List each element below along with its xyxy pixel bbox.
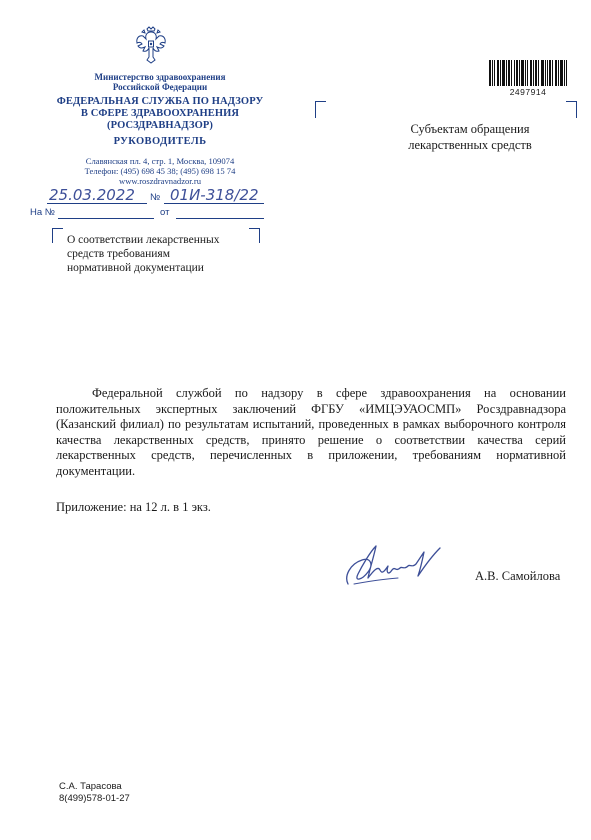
from-label: от bbox=[160, 207, 170, 218]
date-underline bbox=[47, 203, 147, 204]
number-sign: № bbox=[150, 192, 161, 203]
coat-of-arms-icon bbox=[134, 26, 168, 66]
topic-corner-left bbox=[52, 228, 63, 243]
registration-date: 25.03.2022 bbox=[49, 186, 135, 204]
service-name bbox=[40, 96, 280, 132]
recipient bbox=[370, 121, 570, 153]
recipient-corner-right bbox=[566, 101, 577, 118]
executor-phone: 8(499)578-01-27 bbox=[59, 793, 130, 804]
signatory-name: А.В. Самойлова bbox=[475, 569, 561, 583]
head-title: РУКОВОДИТЕЛЬ bbox=[113, 136, 207, 147]
recipient-corner-left bbox=[315, 101, 326, 118]
barcode bbox=[489, 60, 567, 86]
topic-line-3: нормативной документации bbox=[67, 262, 204, 274]
from-line bbox=[176, 218, 264, 219]
website: www.roszdravnadzor.ru bbox=[118, 176, 201, 186]
service-line-3: (РОСЗДРАВНАДЗОР) bbox=[107, 120, 213, 131]
ref-line bbox=[58, 218, 154, 219]
ref-label: На № bbox=[30, 207, 55, 218]
contacts bbox=[50, 156, 270, 186]
barcode-number: 2497914 bbox=[509, 87, 547, 97]
number-underline bbox=[164, 203, 264, 204]
phone: Телефон: (495) 698 45 38; (495) 698 15 74 bbox=[84, 166, 236, 176]
ministry-name bbox=[60, 72, 260, 92]
executor-info bbox=[59, 781, 130, 805]
ministry-line-1: Министерство здравоохранения bbox=[94, 72, 226, 82]
registration-number: 01И-318/22 bbox=[170, 186, 259, 204]
service-line-2: В СФЕРЕ ЗДРАВООХРАНЕНИЯ bbox=[80, 108, 240, 119]
letter-body bbox=[56, 386, 566, 480]
recipient-line-2: лекарственных средств bbox=[408, 138, 532, 152]
executor-name: С.А. Тарасова bbox=[59, 781, 122, 792]
recipient-line-1: Субъектам обращения bbox=[410, 122, 530, 136]
topic bbox=[67, 233, 267, 275]
ministry-line-2: Российской Федерации bbox=[112, 82, 208, 92]
handwritten-signature bbox=[340, 534, 450, 594]
address: Славянская пл. 4, стр. 1, Москва, 109074 bbox=[85, 156, 235, 166]
service-line-1: ФЕДЕРАЛЬНАЯ СЛУЖБА ПО НАДЗОРУ bbox=[56, 96, 264, 107]
topic-line-1: О соответствии лекарственных bbox=[67, 234, 220, 246]
topic-line-2: средств требованиям bbox=[67, 248, 170, 260]
body-paragraph: Федеральной службой по надзору в сфере здравоохранения на основании положительных экспертных заключений ФГБУ «ИМЦЭУАОСМП» Росздравнадзора (Казанский филиал) по результатам испытаний, проведенных в рамках выборочного контроля качества лекарственных средств, принято решение о соответствии качества серий лекарственных средств, перечисленных в приложении, требованиям нормативной документации. bbox=[56, 386, 566, 478]
attachment-note: Приложение: на 12 л. в 1 экз. bbox=[56, 500, 211, 514]
